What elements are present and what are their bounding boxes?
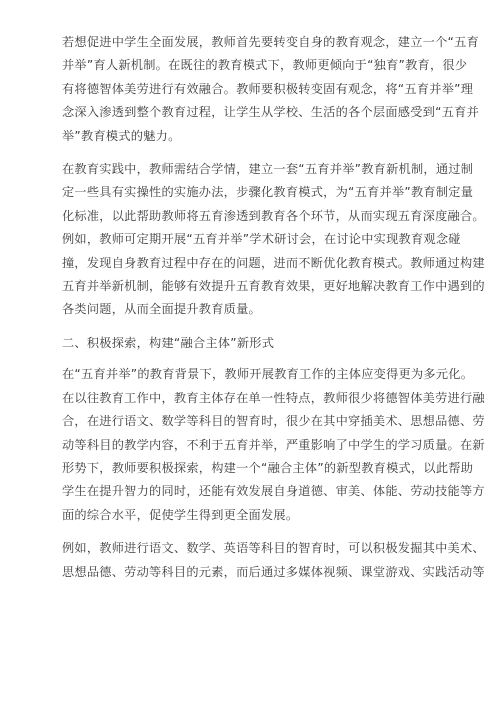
text-line: 有将德智体美劳进行有效融合。教师要积极转变固有观念，将“五育并举”理 [62,81,474,96]
document-body [62,31,485,584]
text-line: 若想促进中学生全面发展，教师首先要转变自身的教育观念，建立一个“五育 [62,35,480,49]
text-line: 例如，教师进行语文、数学、英语等科目的智育时，可以积极发掘其中美术、 [62,541,485,556]
text-line: 并举”育人新机制。在既往的教育模式下，教师更倾向于“独育”教育，很少 [62,58,468,73]
text-line: 例如，教师可定期开展“五育并举”学术研讨会，在讨论中实现教育观念碰 [62,232,461,247]
text-line: 在教育实践中，教师需结合学情，建立一套“五育并举”教育新机制，通过制 [62,162,474,177]
text-line: 面的综合水平，促使学生得到更全面发展。 [62,507,299,522]
text-line: 念深入渗透到整个教育过程，让学生从学校、生活的各个层面感受到“五育并 [62,105,480,120]
text-line: 在“五育并举”的教育背景下，教师开展教育工作的主体应变得更为多元化。 [62,367,474,382]
text-line: 形势下，教师要积极探索，构建一个“融合主体”的新型教育模式，以此帮助 [62,460,474,475]
text-line: 各类问题，从而全面提升教育质量。 [62,302,261,317]
paragraph-4 [62,537,485,584]
text-line: 在以往教育工作中，教育主体存在单一性特点，教师很少将德智体美劳进行融 [62,390,485,405]
text-line: 撞，发现自身教育过程中存在的问题，进而不断优化教育模式。教师通过构建 [62,255,485,270]
text-line: 五育并举新机制，能够有效提升五育教育效果，更好地解决教育工作中遇到的 [62,279,485,294]
text-line: 合，在进行语文、数学等科目的智育时，很少在其中穿插美术、思想品德、劳 [62,414,485,429]
text-line: 举”教育模式的魅力。 [62,128,181,143]
paragraph-2 [62,158,485,322]
text-line: 学生在提升智力的同时，还能有效发展自身道德、审美、体能、劳动技能等方 [62,484,485,499]
text-line: 定一些具有实操性的实施办法，步骤化教育模式，为“五育并举”教育制定量 [62,185,474,200]
text-line: 思想品德、劳动等科目的元素，而后通过多媒体视频、课堂游戏、实践活动等 [62,564,485,579]
text-line: 化标准，以此帮助教师将五育渗透到教育各个环节，从而实现五育深度融合。 [62,208,485,223]
paragraph-1 [62,31,480,148]
section-heading: 二、积极探索，构建“融合主体”新形式 [62,335,275,350]
paragraph-3 [62,363,485,527]
text-line: 动等科目的教学内容，不利于五育并举，严重影响了中学生的学习质量。在新 [62,437,485,452]
